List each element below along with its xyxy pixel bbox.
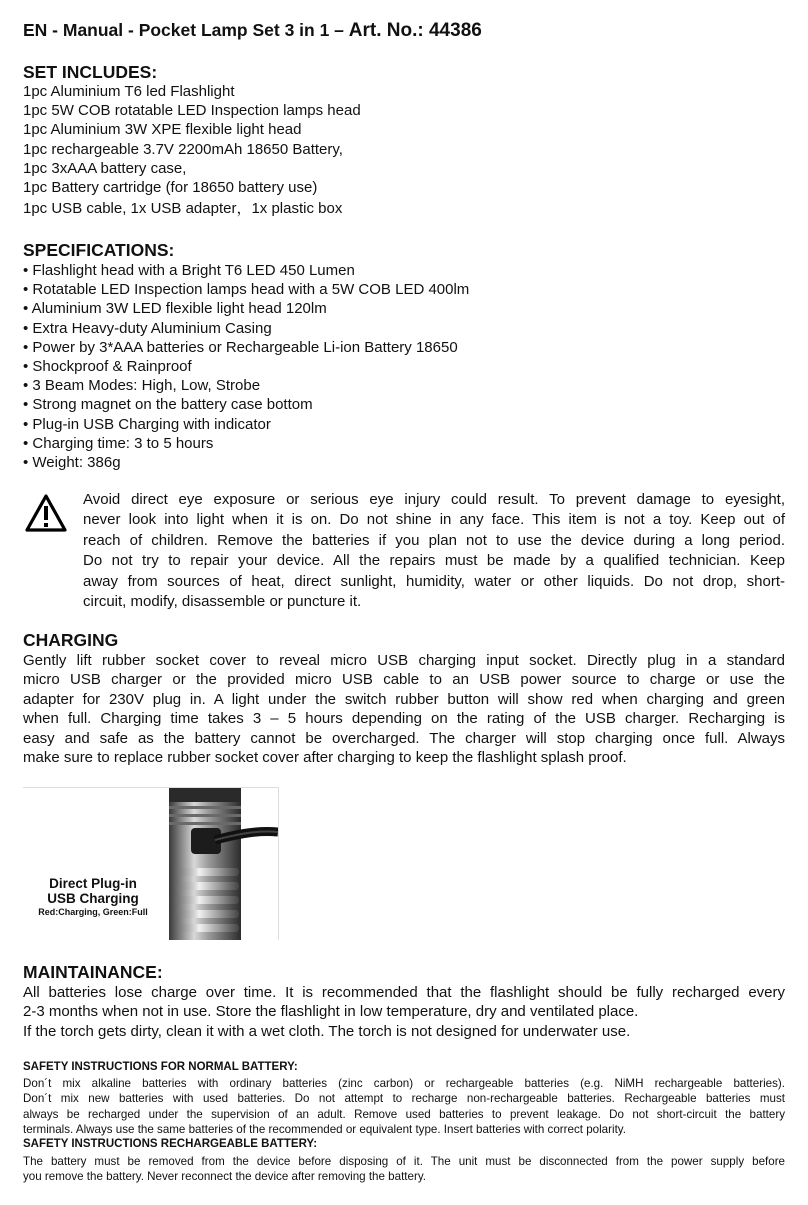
list-item: • 3 Beam Modes: High, Low, Strobe xyxy=(23,377,261,395)
list-item: 1pc 5W COB rotatable LED Inspection lamps head xyxy=(23,102,361,120)
specifications-list xyxy=(23,261,469,472)
warning-line: away from sources of heat, direct sunlight, humidity, water or other liquids. Do not drop, short- xyxy=(83,572,785,590)
photo-caption-line: USB Charging xyxy=(47,891,139,906)
maintainance-text xyxy=(23,983,785,1041)
list-item: • Aluminium 3W LED flexible light head 120lm xyxy=(23,300,327,318)
warning-line: Do not try to repair your device. All the repairs must be made by a qualified technician. Keep xyxy=(83,552,785,570)
safety-normal-line: always be recharged under the supervision of an adult. Remove used batteries to prevent leakage. Do not short-circuit the battery xyxy=(23,1107,785,1121)
list-item: 1pc 3xAAA battery case, xyxy=(23,159,187,177)
warning-line: never look into light when it is on. Do not shine in any face. This item is not a toy. Keep out of xyxy=(83,511,785,529)
maintainance-line: 2-3 months when not in use. Store the flashlight in low temperature, dry and ventilated place. xyxy=(23,1003,639,1021)
list-item: • Rotatable LED Inspection lamps head with a 5W COB LED 400lm xyxy=(23,281,470,299)
list-item: • Charging time: 3 to 5 hours xyxy=(23,434,214,452)
list-item: 1pc Battery cartridge (for 18650 battery use) xyxy=(23,179,318,197)
photo-caption-sub: Red:Charging, Green:Full xyxy=(38,907,148,917)
document-title xyxy=(23,20,482,42)
maintainance-line: If the torch gets dirty, clean it with a wet cloth. The torch is not designed for underwater use. xyxy=(23,1022,631,1040)
photo-caption-line: Direct Plug-in xyxy=(49,876,137,891)
safety-normal-line: Don´t mix alkaline batteries with ordinary batteries (zinc carbon) or rechargeable batteries (e.g. NiMH rechargeable batteries). xyxy=(23,1077,785,1090)
warning-triangle-icon xyxy=(25,494,67,532)
list-item: • Strong magnet on the battery case bottom xyxy=(23,396,313,414)
warning-block xyxy=(23,490,785,615)
article-number: Art. No.: 44386 xyxy=(348,20,482,41)
set-includes-heading: SET INCLUDES: xyxy=(23,62,158,82)
safety-normal-line: terminals. Always use the same batteries of the recommended or equivalent type. Insert batteries with correct polarity. xyxy=(23,1122,626,1136)
list-item: 1pc Aluminium 3W XPE flexible light head xyxy=(23,121,302,139)
warning-line: reach of children. Remove the batteries if you plan not to use the device during a long period. xyxy=(83,531,785,549)
list-item: • Plug-in USB Charging with indicator xyxy=(23,415,271,433)
charging-line: make sure to replace rubber socket cover after charging to keep the flashlight splash proof. xyxy=(23,749,627,767)
maintainance-heading: MAINTAINANCE: xyxy=(23,962,163,982)
charging-line: Gently lift rubber socket cover to reveal micro USB charging input socket. Directly plug in a standard xyxy=(23,652,785,669)
list-item: 1pc USB cable, 1x USB adapter，1x plastic box xyxy=(23,200,343,218)
flashlight-image xyxy=(23,788,278,940)
charging-text xyxy=(23,651,785,767)
charging-line: easy and safe as the battery cannot be overcharged. The charger will stop charging once full. Always xyxy=(23,729,785,747)
safety-rechargeable-heading: SAFETY INSTRUCTIONS RECHARGEABLE BATTERY: xyxy=(23,1138,318,1150)
safety-rechargeable-text xyxy=(23,1154,785,1185)
safety-rechargeable-line: The battery must be removed from the device before disposing of it. The unit must be disconnected from the power supply before xyxy=(23,1155,785,1168)
warning-line: Avoid direct eye exposure or serious eye injury could result. To prevent damage to eyesight, xyxy=(83,491,785,508)
list-item: • Weight: 386g xyxy=(23,454,121,472)
charging-line: adapter for 230V plug in. A light under the switch rubber button will show red when charging and green xyxy=(23,690,785,708)
usb-charging-photo xyxy=(23,787,279,940)
list-item: • Shockproof & Rainproof xyxy=(23,358,192,376)
specifications-heading: SPECIFICATIONS: xyxy=(23,240,175,260)
charging-line: when full. Charging time takes 3 – 5 hours depending on the rating of the USB charger. Recharging is xyxy=(23,710,785,728)
list-item: 1pc Aluminium T6 led Flashlight xyxy=(23,83,235,100)
charging-line: micro USB charger or the provided micro USB cable to an USB power source to charge or use the xyxy=(23,671,785,689)
maintainance-line: All batteries lose charge over time. It is recommended that the flashlight should be fully recharged every xyxy=(23,984,785,1001)
list-item: • Flashlight head with a Bright T6 LED 450 Lumen xyxy=(23,262,355,279)
safety-normal-line: Don´t mix new batteries with used batteries. Do not attempt to recharge non-rechargeable batteries. Rechargeable batteries must xyxy=(23,1092,785,1106)
document-title-text: EN - Manual - Pocket Lamp Set 3 in 1 – xyxy=(23,20,349,40)
charging-heading: CHARGING xyxy=(23,630,119,650)
set-includes-list xyxy=(23,82,361,218)
safety-normal-text xyxy=(23,1076,785,1137)
warning-text xyxy=(83,490,785,612)
photo-caption xyxy=(33,876,153,917)
safety-normal-heading: SAFETY INSTRUCTIONS FOR NORMAL BATTERY: xyxy=(23,1061,298,1073)
list-item: 1pc rechargeable 3.7V 2200mAh 18650 Battery, xyxy=(23,140,343,158)
list-item: • Power by 3*AAA batteries or Rechargeable Li-ion Battery 18650 xyxy=(23,338,458,356)
warning-line: circuit, modify, disassemble or puncture it. xyxy=(83,593,362,611)
safety-rechargeable-line: you remove the battery. Never reconnect the device after removing the battery. xyxy=(23,1170,426,1184)
list-item: • Extra Heavy-duty Aluminium Casing xyxy=(23,319,272,337)
